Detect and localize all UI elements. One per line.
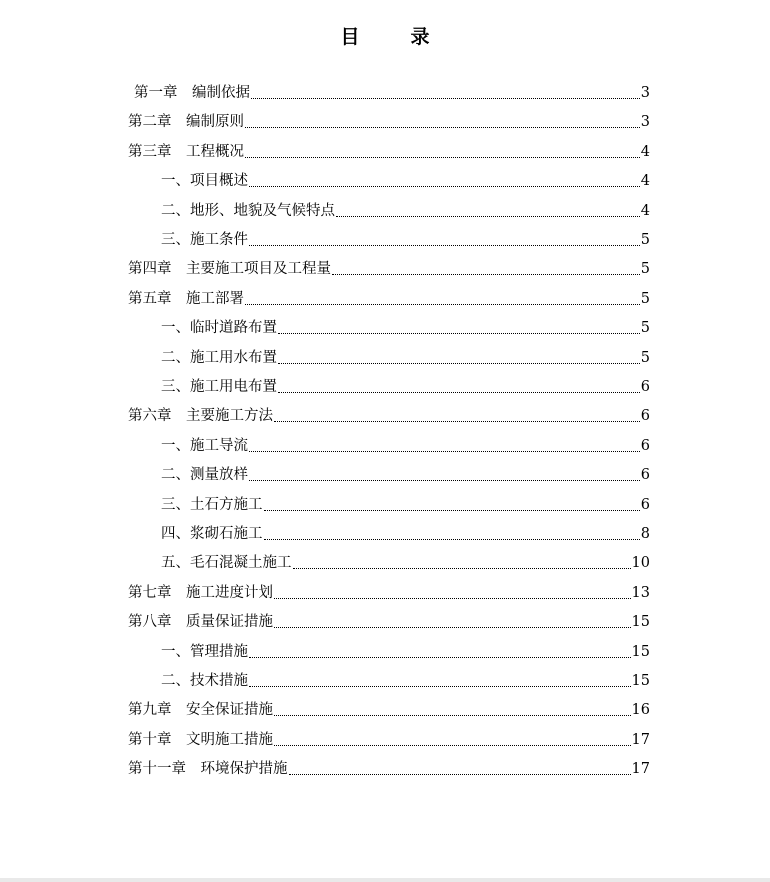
toc-dot-leader [249, 185, 640, 187]
toc-dot-leader [249, 656, 631, 658]
toc-entry-page-number: 5 [640, 290, 650, 307]
toc-entry-page-number: 5 [640, 349, 650, 366]
toc-dot-leader [251, 97, 640, 99]
toc-dot-leader [245, 303, 640, 305]
toc-entry[interactable] [128, 756, 650, 778]
toc-dot-leader [264, 538, 640, 540]
toc-entry-page-number: 3 [640, 85, 650, 101]
toc-entry-label: 第一章 编制依据 [134, 85, 250, 101]
toc-entry-label: 第二章 编制原则 [128, 114, 244, 131]
toc-entry[interactable] [134, 80, 650, 102]
toc-entry-label: 一、临时道路布置 [161, 320, 277, 337]
toc-dot-leader [274, 420, 640, 422]
toc-dot-leader [274, 744, 631, 746]
toc-dot-leader [274, 626, 631, 628]
toc-dot-leader [264, 509, 640, 511]
toc-entry[interactable] [128, 727, 650, 749]
toc-entry-page-number: 5 [640, 232, 650, 248]
toc-entry-page-number: 5 [640, 320, 650, 337]
toc-entry-page-number: 8 [640, 526, 650, 542]
toc-entry-page-number: 4 [640, 143, 650, 160]
toc-entry-label: 第十一章 环境保护措施 [128, 761, 288, 778]
toc-entry-page-number: 15 [631, 614, 650, 631]
toc-entry-page-number: 6 [640, 496, 650, 513]
toc-entry[interactable] [161, 345, 650, 367]
toc-entry-label: 第七章 施工进度计划 [128, 584, 273, 601]
toc-entry-page-number: 6 [640, 379, 650, 395]
toc-entry[interactable] [161, 198, 650, 220]
toc-dot-leader [274, 597, 631, 599]
toc-entry-page-number: 6 [640, 408, 650, 425]
toc-entry[interactable] [161, 521, 650, 543]
toc-entry-label: 一、项目概述 [161, 173, 248, 190]
toc-dot-leader [245, 156, 640, 158]
toc-entry[interactable] [161, 492, 650, 514]
toc-entry-page-number: 15 [631, 673, 650, 689]
toc-entry-label: 二、测量放样 [161, 467, 248, 484]
toc-dot-leader [336, 215, 640, 217]
toc-dot-leader [278, 332, 640, 334]
toc-entry-label: 二、技术措施 [161, 673, 248, 689]
toc-entry-label: 第十章 文明施工措施 [128, 731, 273, 748]
toc-dot-leader [274, 714, 631, 716]
toc-entry-label: 第四章 主要施工项目及工程量 [128, 261, 331, 278]
toc-entry-label: 五、毛石混凝土施工 [161, 555, 292, 572]
toc-dot-leader [249, 479, 640, 481]
toc-entry-page-number: 3 [640, 114, 650, 131]
toc-dot-leader [249, 685, 631, 687]
toc-entry-label: 第九章 安全保证措施 [128, 702, 273, 719]
toc-entry-page-number: 4 [640, 173, 650, 190]
toc-entry-label: 一、管理措施 [161, 643, 248, 660]
toc-entry-page-number: 13 [631, 584, 650, 601]
page-bottom-edge [0, 878, 770, 882]
toc-dot-leader [293, 567, 631, 569]
toc-entry[interactable] [161, 227, 650, 249]
toc-entry-page-number: 6 [640, 467, 650, 484]
toc-entry-label: 三、土石方施工 [161, 496, 263, 513]
toc-dot-leader [289, 773, 631, 775]
toc-entry-page-number: 17 [631, 761, 650, 778]
toc-entry[interactable] [128, 109, 650, 131]
toc-entry-page-number: 16 [631, 702, 650, 719]
toc-entry[interactable] [161, 374, 650, 396]
toc-entry[interactable] [161, 168, 650, 190]
toc-entry[interactable] [128, 286, 650, 308]
toc-entry[interactable] [161, 315, 650, 337]
toc-entry[interactable] [128, 697, 650, 719]
toc-dot-leader [278, 362, 640, 364]
toc-entry-label: 四、浆砌石施工 [161, 526, 263, 542]
toc-entry-label: 第八章 质量保证措施 [128, 614, 273, 631]
toc-entry-label: 三、施工条件 [161, 232, 248, 248]
toc-entry-label: 一、施工导流 [161, 437, 248, 454]
toc-entry-label: 第三章 工程概况 [128, 143, 244, 160]
toc-entry[interactable] [161, 668, 650, 690]
toc-dot-leader [332, 273, 640, 275]
toc-entry-page-number: 17 [631, 731, 650, 748]
toc-entry[interactable] [161, 433, 650, 455]
toc-entry[interactable] [161, 639, 650, 661]
toc-entry-page-number: 10 [631, 555, 650, 572]
toc-entry[interactable] [128, 139, 650, 161]
toc-entry[interactable] [128, 580, 650, 602]
toc-entry-label: 第六章 主要施工方法 [128, 408, 273, 425]
toc-entry-page-number: 6 [640, 437, 650, 454]
toc-entry-page-number: 15 [631, 643, 650, 660]
toc-dot-leader [278, 391, 640, 393]
toc-entry-label: 三、施工用电布置 [161, 379, 277, 395]
toc-entry-page-number: 5 [640, 261, 650, 278]
toc-entry-label: 二、地形、地貌及气候特点 [161, 202, 335, 219]
toc-entry[interactable] [161, 462, 650, 484]
toc-title: 目 录 [340, 26, 446, 48]
toc-entry-page-number: 4 [640, 202, 650, 219]
toc-dot-leader [249, 450, 640, 452]
toc-dot-leader [245, 126, 640, 128]
toc-entry[interactable] [128, 403, 650, 425]
toc-entry-label: 二、施工用水布置 [161, 349, 277, 366]
toc-entry[interactable] [128, 256, 650, 278]
toc-entry-label: 第五章 施工部署 [128, 290, 244, 307]
toc-entry[interactable] [161, 550, 650, 572]
toc-entry[interactable] [128, 609, 650, 631]
toc-dot-leader [249, 244, 640, 246]
